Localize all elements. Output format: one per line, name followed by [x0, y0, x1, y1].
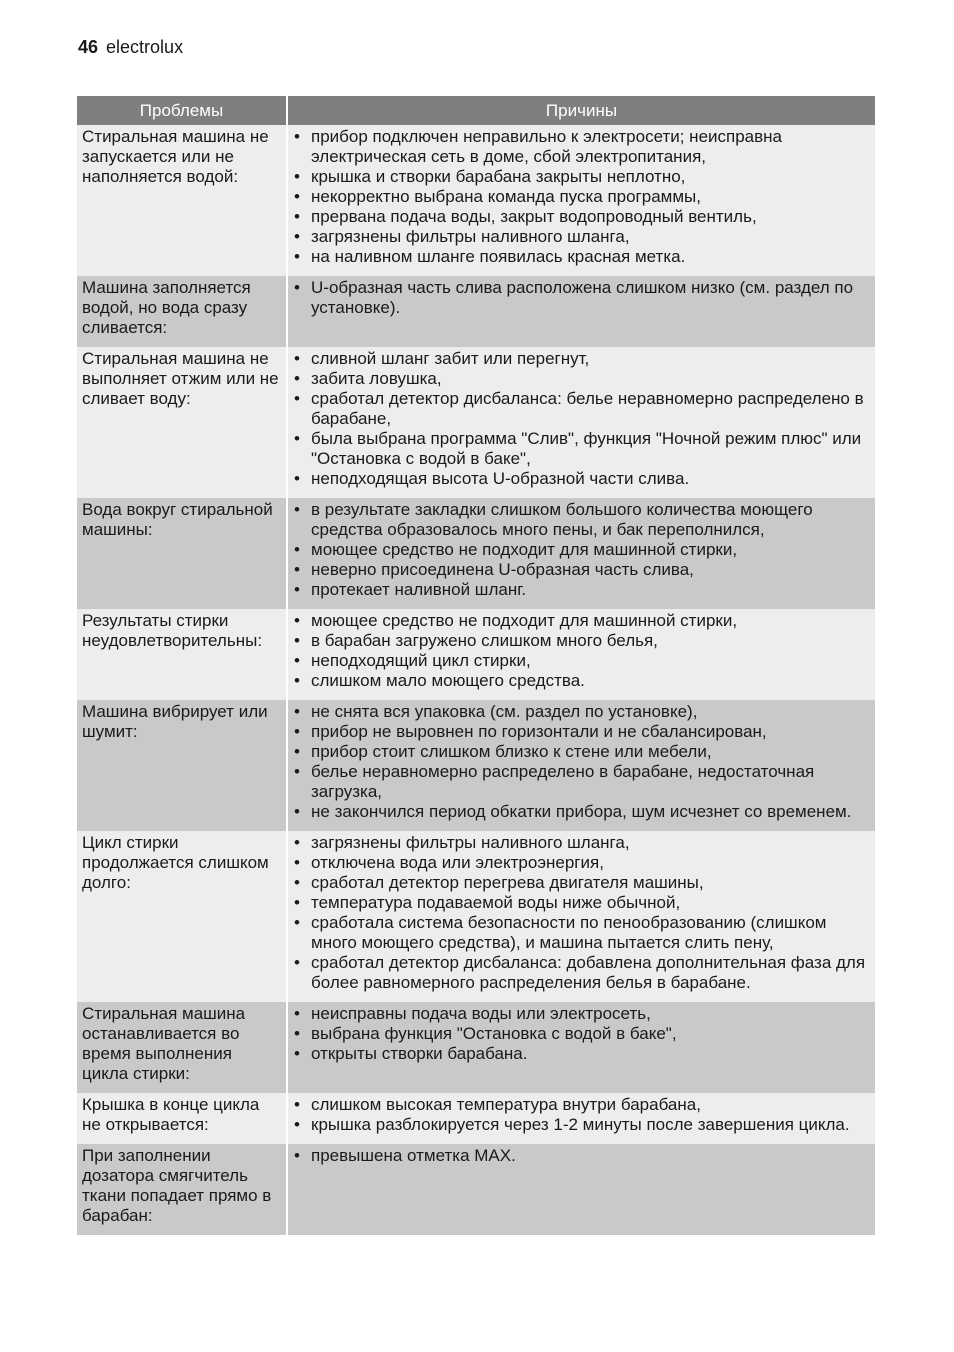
cause-item: • некорректно выбрана команда пуска программы,: [293, 187, 869, 207]
cause-item: • прибор стоит слишком близко к стене или мебели,: [293, 742, 869, 762]
cause-item: • протекает наливной шланг.: [293, 580, 869, 600]
table-row: [77, 1144, 875, 1235]
cause-item: • загрязнены фильтры наливного шланга,: [293, 833, 869, 853]
causes-list: [293, 278, 869, 318]
causes-cell: [288, 347, 875, 498]
problem-cell: При заполнении дозатора смягчитель ткани попадает прямо в барабан:: [77, 1144, 288, 1235]
problem-cell: Результаты стирки неудовлетворительны:: [77, 609, 288, 700]
table-header-row: [77, 96, 875, 125]
causes-cell: [288, 831, 875, 1002]
cause-item: • сливной шланг забит или перегнут,: [293, 349, 869, 369]
column-header-problems: Проблемы: [77, 96, 288, 125]
cause-item: • U-образная часть слива расположена слишком низко (см. раздел по установке).: [293, 278, 869, 318]
brand-name: electrolux: [106, 37, 184, 57]
cause-item: • крышка и створки барабана закрыты неплотно,: [293, 167, 869, 187]
cause-item: • загрязнены фильтры наливного шланга,: [293, 227, 869, 247]
causes-list: [293, 702, 869, 822]
cause-item: • была выбрана программа "Слив", функция "Ночной режим плюс" или "Остановка с водой в баке",: [293, 429, 869, 469]
causes-cell: [288, 609, 875, 700]
problem-cell: Стиральная машина не запускается или не наполняется водой:: [77, 125, 288, 276]
problem-cell: Стиральная машина не выполняет отжим или не сливает воду:: [77, 347, 288, 498]
page-number: 46: [78, 37, 99, 57]
causes-list: [293, 1146, 869, 1166]
causes-list: [293, 127, 869, 267]
troubleshooting-table: [77, 96, 875, 1235]
cause-item: • забита ловушка,: [293, 369, 869, 389]
cause-item: • неверно присоединена U-образная часть слива,: [293, 560, 869, 580]
cause-item: • в результате закладки слишком большого количества моющего средства образовалось много пены, и бак переполнился,: [293, 500, 869, 540]
causes-cell: [288, 1144, 875, 1235]
page-header: [78, 36, 183, 58]
causes-cell: [288, 1002, 875, 1093]
problem-cell: Стиральная машина останавливается во время выполнения цикла стирки:: [77, 1002, 288, 1093]
cause-item: • неподходящая высота U-образной части слива.: [293, 469, 869, 489]
cause-item: • выбрана функция "Остановка с водой в баке",: [293, 1024, 869, 1044]
causes-list: [293, 833, 869, 993]
table-row: [77, 609, 875, 700]
problem-cell: Вода вокруг стиральной машины:: [77, 498, 288, 609]
problem-cell: Машина заполняется водой, но вода сразу сливается:: [77, 276, 288, 347]
cause-item: • неисправны подача воды или электросеть,: [293, 1004, 869, 1024]
cause-item: • отключена вода или электроэнергия,: [293, 853, 869, 873]
cause-item: • прервана подача воды, закрыт водопроводный вентиль,: [293, 207, 869, 227]
table-row: [77, 498, 875, 609]
cause-item: • сработала система безопасности по пенообразованию (слишком много моющего средства), и машина пытается слить пену,: [293, 913, 869, 953]
causes-list: [293, 1095, 869, 1135]
causes-cell: [288, 1093, 875, 1144]
causes-list: [293, 1004, 869, 1064]
cause-item: • на наливном шланге появилась красная метка.: [293, 247, 869, 267]
problem-cell: Цикл стирки продолжается слишком долго:: [77, 831, 288, 1002]
cause-item: • моющее средство не подходит для машинной стирки,: [293, 540, 869, 560]
table-row: [77, 700, 875, 831]
cause-item: • неподходящий цикл стирки,: [293, 651, 869, 671]
causes-cell: [288, 276, 875, 347]
cause-item: • слишком мало моющего средства.: [293, 671, 869, 691]
causes-cell: [288, 700, 875, 831]
causes-list: [293, 500, 869, 600]
table-row: [77, 276, 875, 347]
table-row: [77, 347, 875, 498]
column-header-causes: Причины: [288, 96, 875, 125]
causes-cell: [288, 125, 875, 276]
cause-item: • открыты створки барабана.: [293, 1044, 869, 1064]
cause-item: • не закончился период обкатки прибора, шум исчезнет со временем.: [293, 802, 869, 822]
problem-cell: Машина вибрирует или шумит:: [77, 700, 288, 831]
cause-item: • крышка разблокируется через 1-2 минуты после завершения цикла.: [293, 1115, 869, 1135]
cause-item: • прибор не выровнен по горизонтали и не сбалансирован,: [293, 722, 869, 742]
cause-item: • температура подаваемой воды ниже обычной,: [293, 893, 869, 913]
cause-item: • прибор подключен неправильно к электросети; неисправна электрическая сеть в доме, сбой электропитания,: [293, 127, 869, 167]
table-body: [77, 125, 875, 1235]
cause-item: • белье неравномерно распределено в барабане, недостаточная загрузка,: [293, 762, 869, 802]
cause-item: • в барабан загружено слишком много белья,: [293, 631, 869, 651]
table-row: [77, 831, 875, 1002]
table-row: [77, 1093, 875, 1144]
cause-item: • моющее средство не подходит для машинной стирки,: [293, 611, 869, 631]
table-row: [77, 125, 875, 276]
cause-item: • сработал детектор дисбаланса: белье неравномерно распределено в барабане,: [293, 389, 869, 429]
cause-item: • превышена отметка MAX.: [293, 1146, 869, 1166]
cause-item: • сработал детектор перегрева двигателя машины,: [293, 873, 869, 893]
problem-cell: Крышка в конце цикла не открывается:: [77, 1093, 288, 1144]
cause-item: • сработал детектор дисбаланса: добавлена дополнительная фаза для более равномерного распределения белья в барабане.: [293, 953, 869, 993]
causes-cell: [288, 498, 875, 609]
cause-item: • не снята вся упаковка (см. раздел по установке),: [293, 702, 869, 722]
causes-list: [293, 611, 869, 691]
causes-list: [293, 349, 869, 489]
table-row: [77, 1002, 875, 1093]
cause-item: • слишком высокая температура внутри барабана,: [293, 1095, 869, 1115]
